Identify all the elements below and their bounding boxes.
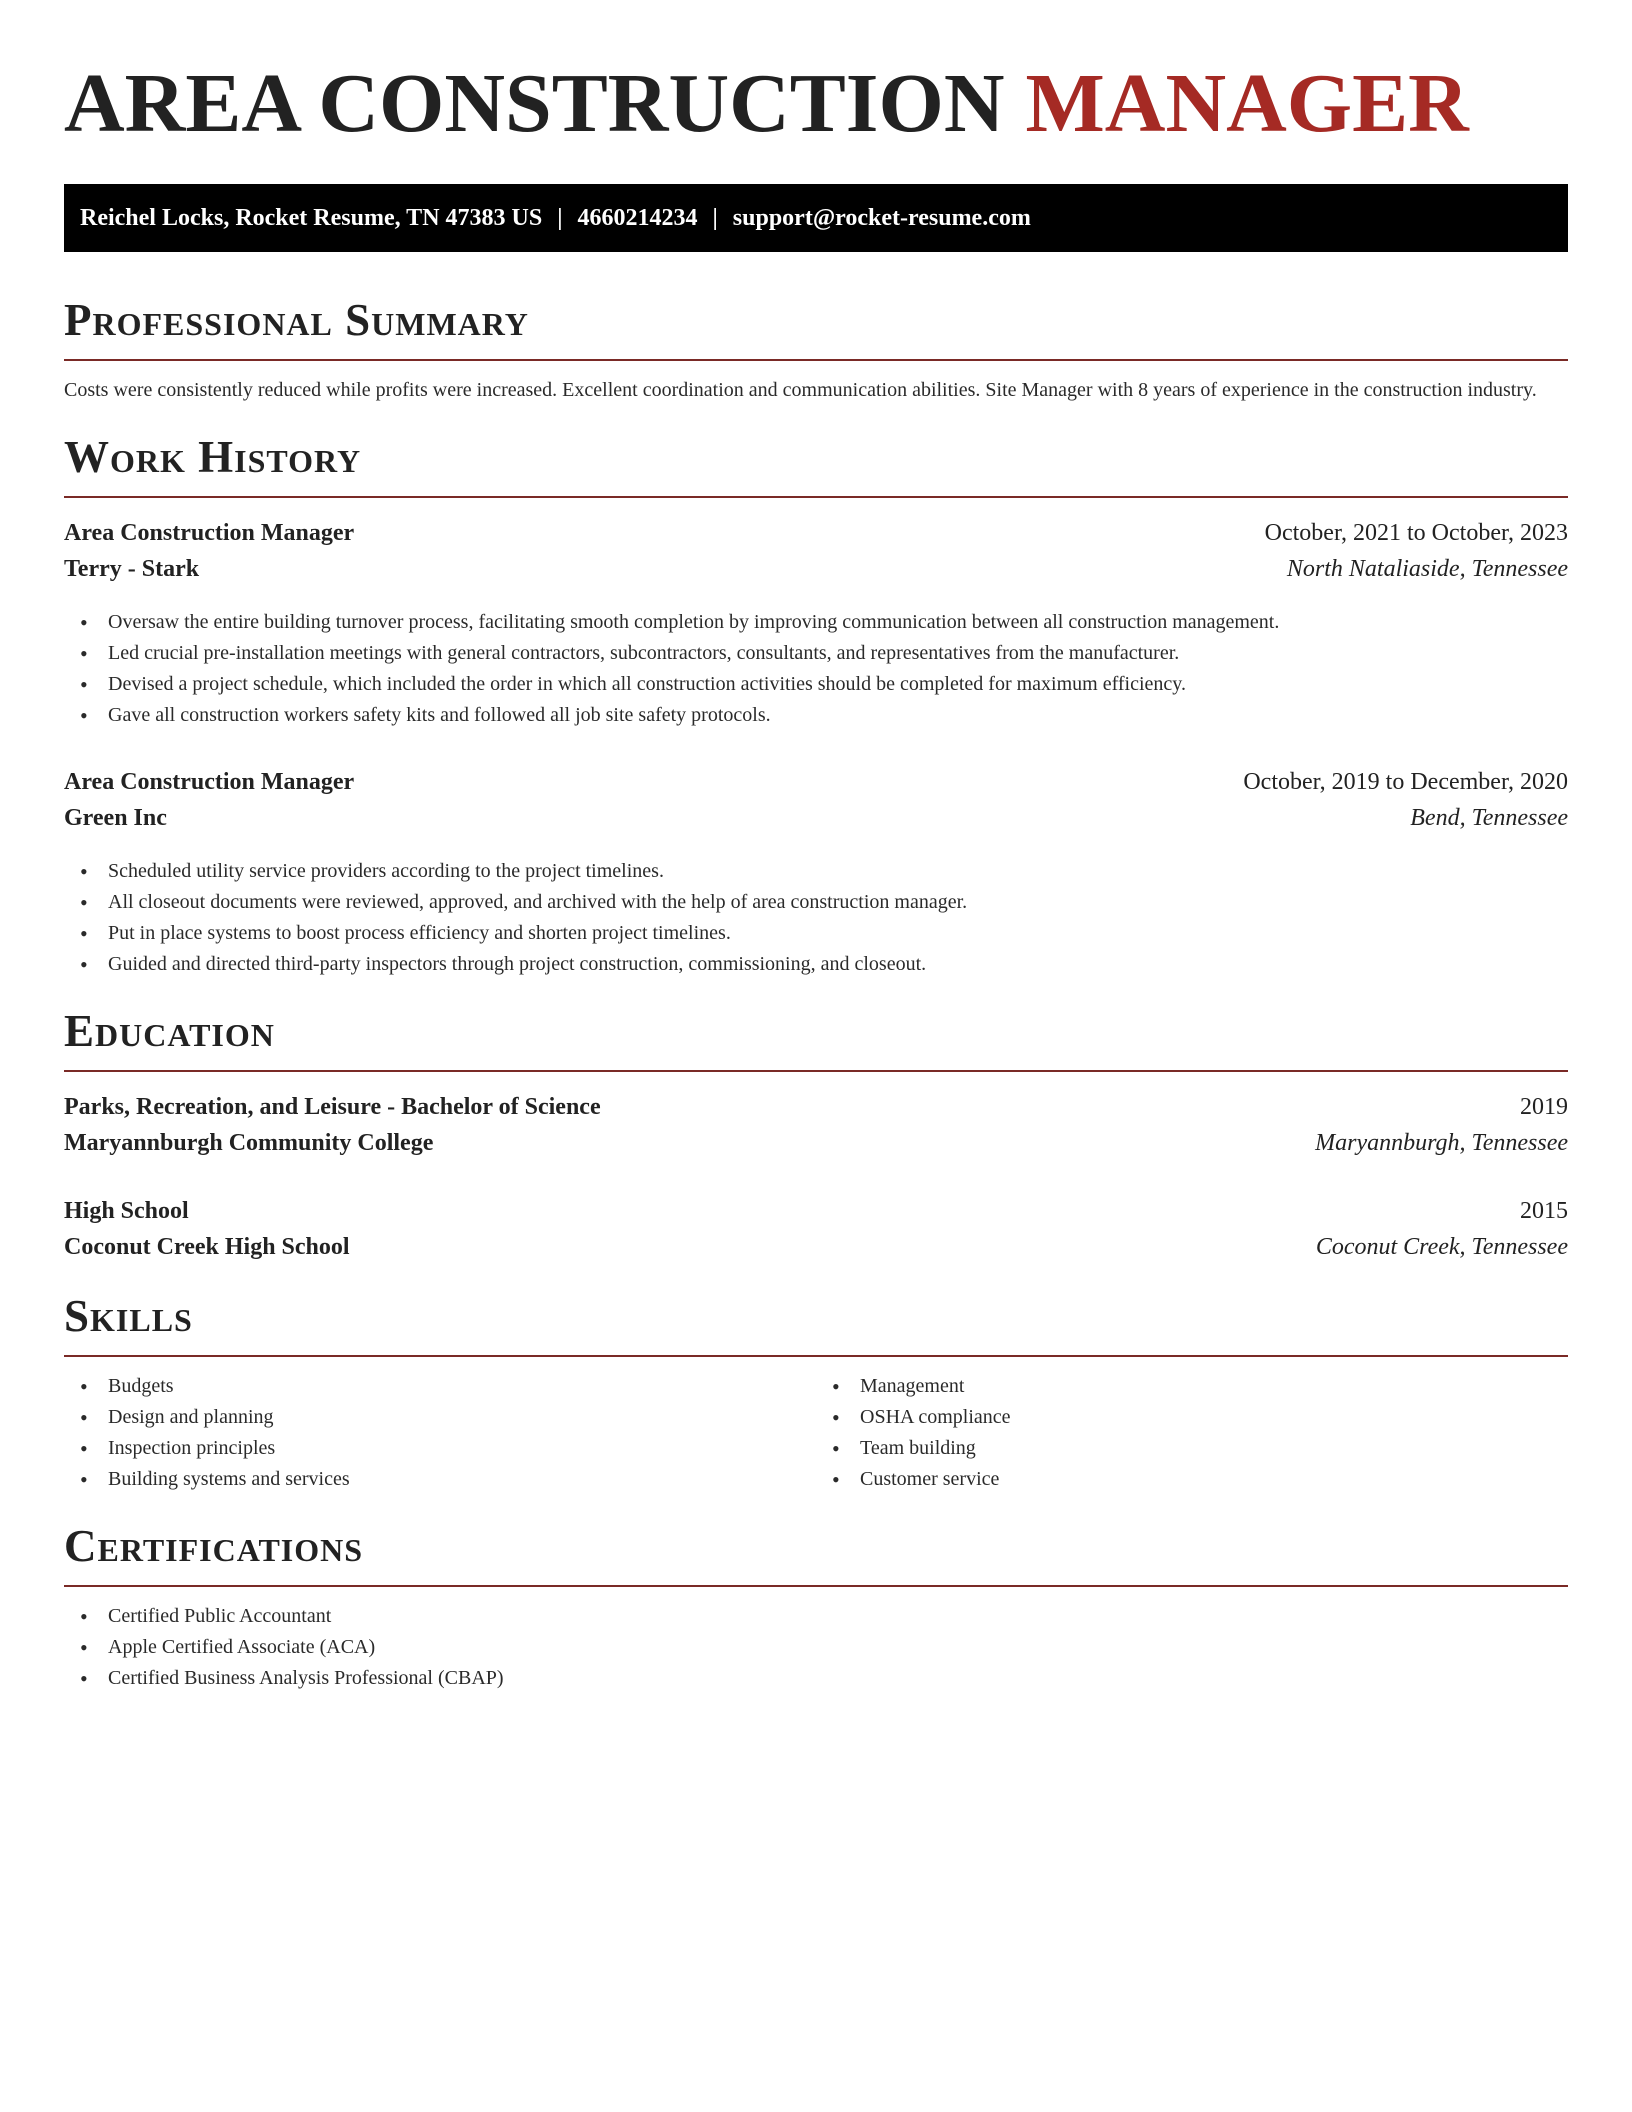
education-year: 2019 [1520, 1094, 1568, 1120]
list-item: • Scheduled utility service providers according to the project timelines. [80, 856, 1568, 887]
title-main: AREA CONSTRUCTION [64, 57, 1005, 150]
list-item: • Put in place systems to boost process efficiency and shorten project timelines. [80, 918, 1568, 949]
title-accent: MANAGER [1025, 57, 1469, 150]
skills-grid [64, 1371, 1568, 1495]
job-dates: October, 2021 to October, 2023 [1264, 520, 1568, 546]
list-item: • Oversaw the entire building turnover process, facilitating smooth completion by improving communication between all construction management. [80, 607, 1568, 638]
list-item: • Inspection principles [80, 1433, 816, 1464]
education-entry [64, 1089, 1568, 1161]
list-item: • Led crucial pre-installation meetings with general contractors, subcontractors, consultants, and representatives from the manufacturer. [80, 638, 1568, 669]
job-title: Area Construction Manager [64, 769, 355, 795]
education-header-row [64, 1193, 1568, 1229]
contact-separator: | [712, 204, 718, 231]
job-bullets [64, 607, 1568, 731]
job-title: Area Construction Manager [64, 520, 355, 546]
job-dates: October, 2019 to December, 2020 [1243, 769, 1568, 795]
list-item: • OSHA compliance [832, 1402, 1568, 1433]
list-item: • Team building [832, 1433, 1568, 1464]
education-school-row [64, 1229, 1568, 1265]
job-entry [64, 515, 1568, 731]
job-company: Green Inc [64, 805, 167, 831]
education-school: Maryannburgh Community College [64, 1130, 434, 1156]
education-section [64, 1006, 1568, 1265]
job-header-row [64, 515, 1568, 551]
contact-bar [64, 184, 1568, 252]
list-item: • Guided and directed third-party inspectors through project construction, commissioning, and closeout. [80, 949, 1568, 980]
certifications-section [64, 1521, 1568, 1694]
contact-separator: | [557, 204, 563, 231]
education-header-row [64, 1089, 1568, 1125]
list-item: • Customer service [832, 1464, 1568, 1495]
list-item: • Devised a project schedule, which included the order in which all construction activities should be completed for maximum efficiency. [80, 669, 1568, 700]
list-item: • All closeout documents were reviewed, approved, and archived with the help of area construction manager. [80, 887, 1568, 918]
education-year: 2015 [1520, 1198, 1568, 1224]
page-title [64, 0, 1568, 150]
list-item: • Building systems and services [80, 1464, 816, 1495]
job-bullets [64, 856, 1568, 980]
summary-text: Costs were consistently reduced while profits were increased. Excellent coordination and communication abilities. Site Manager with 8 years of experience in the construction industry. [64, 379, 1537, 401]
work-history-heading: Work History [64, 432, 362, 482]
list-item: • Budgets [80, 1371, 816, 1402]
education-heading: Education [64, 1006, 275, 1056]
contact-address: Reichel Locks, Rocket Resume, TN 47383 US [80, 204, 543, 231]
list-item: • Certified Public Accountant [80, 1601, 1568, 1632]
job-company-row [64, 800, 1568, 836]
job-header-row [64, 764, 1568, 800]
education-location: Coconut Creek, Tennessee [1315, 1234, 1568, 1260]
job-location: North Nataliaside, Tennessee [1286, 556, 1568, 582]
section-divider [64, 359, 1568, 361]
education-location: Maryannburgh, Tennessee [1315, 1130, 1568, 1156]
list-item: • Management [832, 1371, 1568, 1402]
certifications-heading: Certifications [64, 1521, 364, 1571]
work-history-section [64, 432, 1568, 980]
skills-list-right [816, 1371, 1568, 1495]
list-item: • Gave all construction workers safety kits and followed all job site safety protocols. [80, 700, 1568, 731]
section-divider [64, 1585, 1568, 1587]
education-degree: High School [64, 1198, 189, 1224]
skills-list-left [64, 1371, 816, 1495]
job-company-row [64, 551, 1568, 587]
list-item: • Apple Certified Associate (ACA) [80, 1632, 1568, 1663]
summary-heading: Professional Summary [64, 295, 529, 345]
section-divider [64, 1070, 1568, 1072]
list-item: • Certified Business Analysis Professional (CBAP) [80, 1663, 1568, 1694]
skills-heading: Skills [64, 1291, 193, 1341]
skills-section [64, 1291, 1568, 1495]
list-item: • Design and planning [80, 1402, 816, 1433]
education-degree: Parks, Recreation, and Leisure - Bachelor of Science [64, 1094, 601, 1120]
section-divider [64, 1355, 1568, 1357]
certifications-list [64, 1601, 1568, 1694]
job-company: Terry - Stark [64, 556, 200, 582]
job-entry [64, 764, 1568, 980]
education-entry [64, 1193, 1568, 1265]
job-location: Bend, Tennessee [1410, 805, 1568, 831]
section-divider [64, 496, 1568, 498]
summary-section [64, 295, 1568, 406]
contact-email: support@rocket-resume.com [732, 204, 1031, 231]
education-school: Coconut Creek High School [64, 1234, 350, 1260]
education-school-row [64, 1125, 1568, 1161]
contact-phone: 4660214234 [577, 204, 698, 231]
